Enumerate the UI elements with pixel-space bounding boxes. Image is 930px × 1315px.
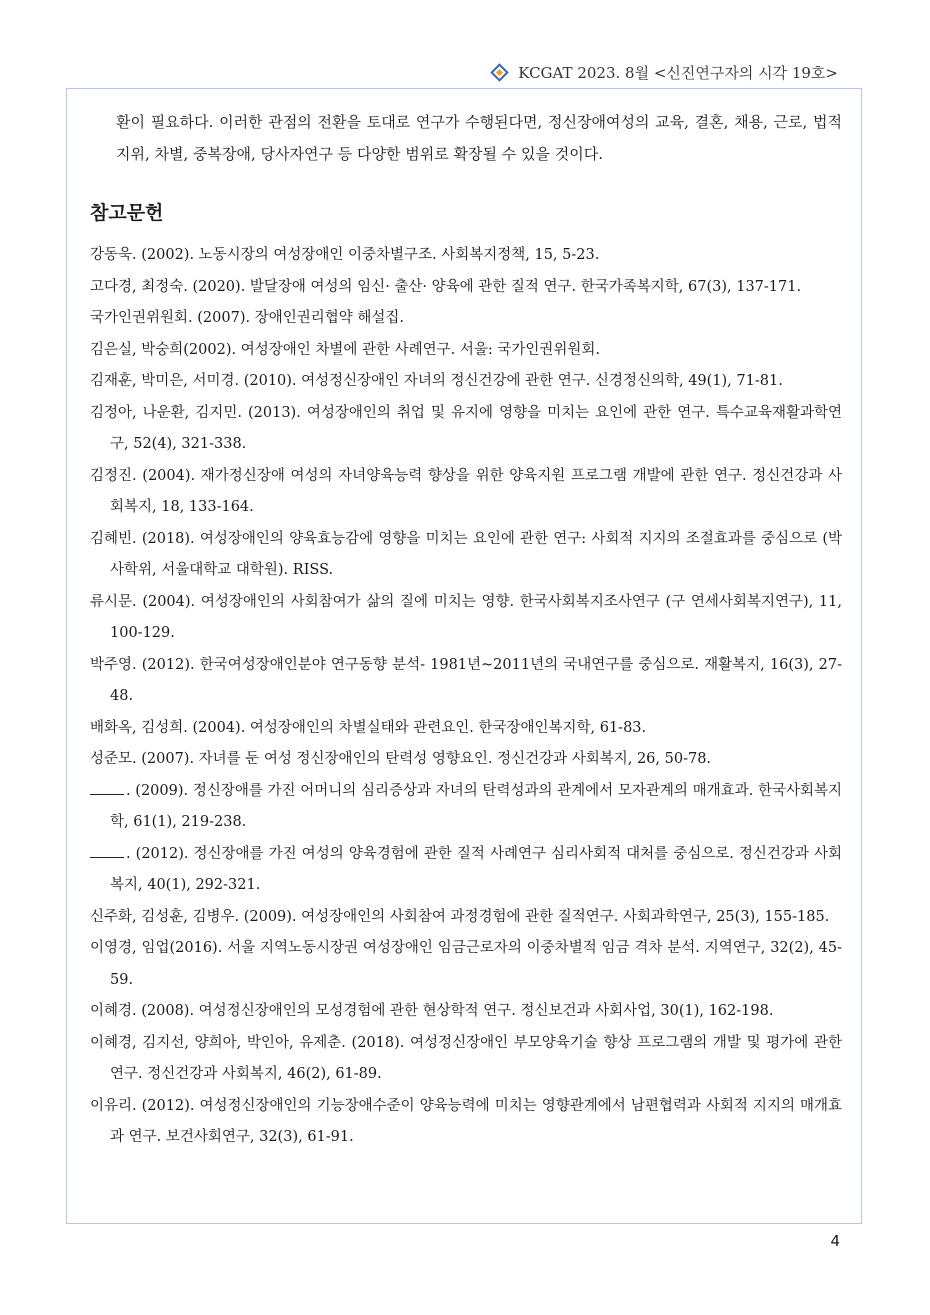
reference-item: 김정진. (2004). 재가정신장애 여성의 자녀양육능력 향상을 위한 양육지원 프로그램 개발에 관한 연구. 정신건강과 사회복지, 18, 133-164. bbox=[90, 467, 842, 515]
intro-paragraph bbox=[116, 106, 842, 170]
reference-item: 이혜경. (2008). 여성정신장애인의 모성경험에 관한 현상학적 연구. 정신보건과 사회사업, 30(1), 162-198. bbox=[90, 1003, 774, 1019]
page-number: 4 bbox=[830, 1232, 840, 1250]
reference-item: 강동욱. (2002). 노동시장의 여성장애인 이중차별구조. 사회복지정책, 15, 5-23. bbox=[90, 247, 600, 263]
header-text: KCGAT 2023. 8월 <신진연구자의 시각 19호> bbox=[518, 64, 838, 82]
reference-item: . (2012). 정신장애를 가진 여성의 양육경험에 관한 질적 사례연구 심리사회적 대처를 중심으로. 정신건강과 사회복지, 40(1), 292-321. bbox=[90, 839, 842, 902]
reference-item: 김재훈, 박미은, 서미경. (2010). 여성정신장애인 자녀의 정신건강에 관한 연구. 신경정신의학, 49(1), 71-81. bbox=[90, 373, 783, 389]
reference-item: 박주영. (2012). 한국여성장애인분야 연구동향 분석- 1981년~2011년의 국내연구를 중심으로. 재활복지, 16(3), 27-48. bbox=[90, 656, 842, 704]
reference-item: 국가인권위원회. (2007). 장애인권리협약 해설집. bbox=[90, 310, 404, 326]
references-heading: 참고문헌 bbox=[90, 202, 164, 224]
reference-item: 이유리. (2012). 여성정신장애인의 기능장애수준이 양육능력에 미치는 영향관계에서 남편협력과 사회적 지지의 매개효과 연구. 보건사회연구, 32(3), 61-91. bbox=[90, 1097, 842, 1145]
reference-item: 김은실, 박숭희(2002). 여성장애인 차별에 관한 사례연구. 서울: 국가인권위원회. bbox=[90, 341, 601, 358]
diamond-bullet-icon bbox=[491, 63, 509, 81]
reference-item: 김혜빈. (2018). 여성장애인의 양육효능감에 영향을 미치는 요인에 관한 연구: 사회적 지지의 조절효과를 중심으로 (박사학위, 서울대학교 대학원). RISS. bbox=[90, 530, 842, 578]
reference-item: 신주화, 김성훈, 김병우. (2009). 여성장애인의 사회참여 과정경험에 관한 질적연구. 사회과학연구, 25(3), 155-185. bbox=[90, 908, 830, 925]
reference-item: 이영경, 임업(2016). 서울 지역노동시장권 여성장애인 임금근로자의 이중차별적 임금 격차 분석. 지역연구, 32(2), 45-59. bbox=[90, 940, 842, 988]
reference-item: 이혜경, 김지선, 양희아, 박인아, 유제춘. (2018). 여성정신장애인 부모양육기술 향상 프로그램의 개발 및 평가에 관한 연구. 정신건강과 사회복지, 46(2), 61-89. bbox=[90, 1034, 842, 1082]
reference-item: 류시문. (2004). 여성장애인의 사회참여가 삶의 질에 미치는 영향. 한국사회복지조사연구 (구 연세사회복지연구), 11, 100-129. bbox=[90, 593, 842, 641]
ditto-blank-line bbox=[90, 843, 124, 858]
reference-item: 김정아, 나운환, 김지민. (2013). 여성장애인의 취업 및 유지에 영향을 미치는 요인에 관한 연구. 특수교육재활과학연구, 52(4), 321-338. bbox=[90, 404, 842, 452]
ditto-blank-line bbox=[90, 780, 124, 795]
reference-item: . (2009). 정신장애를 가진 어머니의 심리증상과 자녀의 탄력성과의 관계에서 모자관계의 매개효과. 한국사회복지학, 61(1), 219-238. bbox=[90, 776, 842, 839]
reference-item: 고다경, 최정숙. (2020). 발달장애 여성의 임신· 출산· 양육에 관한 질적 연구. 한국가족복지학, 67(3), 137-171. bbox=[90, 278, 802, 295]
reference-item: 성준모. (2007). 자녀를 둔 여성 정신장애인의 탄력성 영향요인. 정신건강과 사회복지, 26, 50-78. bbox=[90, 751, 712, 767]
reference-list bbox=[90, 240, 842, 1154]
page-header bbox=[493, 62, 838, 83]
reference-item: 배화옥, 김성희. (2004). 여성장애인의 차별실태와 관련요인. 한국장애인복지학, 61-83. bbox=[90, 719, 647, 736]
intro-text: 환이 필요하다. 이러한 관점의 전환을 토대로 연구가 수행된다면, 정신장애여성의 교육, 결혼, 채용, 근로, 법적 지위, 차별, 중복장애, 당사자연구 등 다양한 범위로 확장될 수 있을 것이다. bbox=[116, 113, 842, 163]
